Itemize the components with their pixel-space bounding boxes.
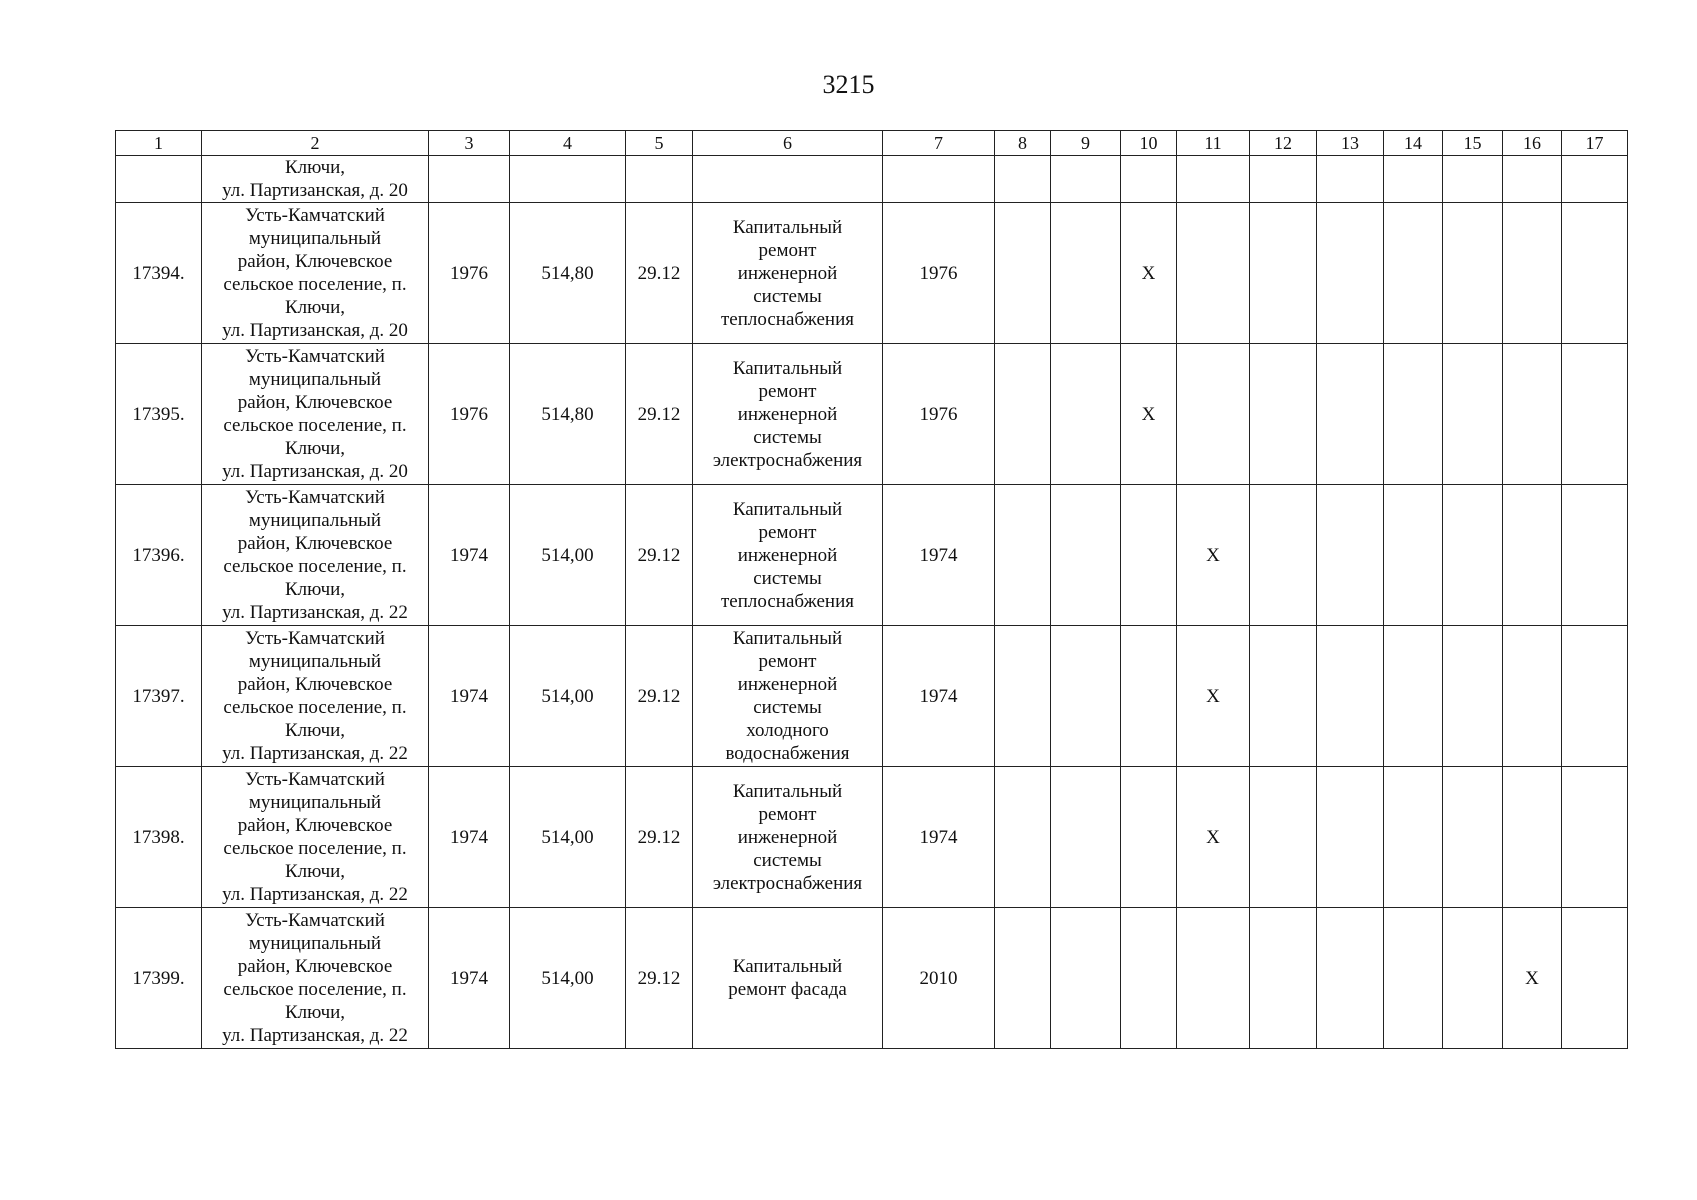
table-cell [1503, 626, 1562, 767]
table-cell [1562, 203, 1628, 344]
date-cell: 29.12 [626, 767, 693, 908]
table-cell [1503, 485, 1562, 626]
table-cell [1384, 156, 1443, 203]
work-line: ремонт [758, 803, 817, 825]
table-cell [1384, 344, 1443, 485]
work-line: ремонт фасада [728, 979, 847, 1000]
table-row [116, 908, 1628, 1049]
column-header: 5 [626, 131, 693, 156]
work-line: водоснабжения [725, 743, 850, 764]
date-cell: 29.12 [626, 908, 693, 1049]
work-type-cell [693, 203, 883, 344]
address-line: Усть-Камчатский [245, 910, 385, 931]
address-line: муниципальный [248, 510, 382, 531]
column-header: 14 [1384, 131, 1443, 156]
year-cell: 1974 [429, 908, 510, 1049]
table-cell [995, 767, 1051, 908]
address-cell [202, 203, 429, 344]
address-cell [202, 156, 429, 203]
table-cell [1443, 908, 1503, 1049]
work-line: ремонт [758, 521, 817, 543]
column-header: 4 [510, 131, 626, 156]
year-cell: 1974 [429, 767, 510, 908]
area-cell: 514,00 [510, 908, 626, 1049]
address-line: сельское поселение, п. [223, 274, 407, 295]
table-cell [1250, 344, 1317, 485]
table-cell [1051, 908, 1121, 1049]
work-line: Капитальный [732, 780, 843, 802]
table-cell [995, 908, 1051, 1049]
work-type-cell [693, 626, 883, 767]
year-cell: 1974 [883, 485, 995, 626]
work-line: Капитальный [732, 498, 843, 520]
table-cell [1051, 626, 1121, 767]
table-cell [995, 203, 1051, 344]
column-header: 2 [202, 131, 429, 156]
date-cell: 29.12 [626, 626, 693, 767]
column-header: 12 [1250, 131, 1317, 156]
year-cell: 1974 [883, 626, 995, 767]
table-cell [626, 156, 693, 203]
table-row [116, 203, 1628, 344]
table-cell [1443, 203, 1503, 344]
row-number: 17394. [116, 203, 202, 344]
row-number: 17395. [116, 344, 202, 485]
table-cell [1121, 767, 1177, 908]
work-line: ремонт [758, 380, 817, 402]
date-cell: 29.12 [626, 203, 693, 344]
column-header: 17 [1562, 131, 1628, 156]
column-header: 16 [1503, 131, 1562, 156]
row-number: 17398. [116, 767, 202, 908]
work-line: системы [753, 285, 822, 307]
area-cell: 514,80 [510, 203, 626, 344]
column-header: 9 [1051, 131, 1121, 156]
table-cell [1443, 626, 1503, 767]
area-cell: 514,00 [510, 485, 626, 626]
work-line: электроснабжения [712, 449, 863, 471]
address-line: Усть-Камчатский [245, 205, 385, 226]
work-line: инженерной [737, 544, 838, 566]
year-cell: 2010 [883, 908, 995, 1049]
table-cell [1317, 156, 1384, 203]
address-line: Ключи, [284, 861, 346, 882]
address-line: сельское поселение, п. [223, 697, 407, 718]
table-cell [1562, 344, 1628, 485]
header-row [116, 131, 1628, 156]
work-line: системы [753, 849, 822, 871]
year-cell: 1976 [429, 203, 510, 344]
table-cell [995, 485, 1051, 626]
table-cell [1121, 908, 1177, 1049]
work-line: холодного [746, 720, 829, 741]
table-cell [1051, 203, 1121, 344]
work-line: ремонт [758, 239, 817, 261]
column-header: 1 [116, 131, 202, 156]
mark-cell: X [1177, 485, 1250, 626]
column-header: 7 [883, 131, 995, 156]
year-cell: 1976 [429, 344, 510, 485]
year-cell: 1974 [883, 767, 995, 908]
mark-cell: X [1121, 344, 1177, 485]
table-cell [1051, 156, 1121, 203]
work-line: ремонт [758, 651, 817, 672]
table-cell [1051, 485, 1121, 626]
table-cell [995, 156, 1051, 203]
address-line: район, Ключевское [237, 674, 393, 695]
table-cell [510, 156, 626, 203]
work-line: электроснабжения [712, 872, 863, 894]
work-line: Капитальный [732, 357, 843, 379]
work-type-cell [693, 767, 883, 908]
address-line: район, Ключевское [237, 815, 393, 836]
column-header: 10 [1121, 131, 1177, 156]
table-cell [1562, 908, 1628, 1049]
address-line: Ключи, [284, 157, 346, 178]
address-line: муниципальный [248, 933, 382, 954]
work-line: системы [753, 426, 822, 448]
work-line: инженерной [737, 826, 838, 848]
address-line: ул. Партизанская, д. 22 [222, 1025, 408, 1046]
table-cell [1051, 767, 1121, 908]
row-number: 17399. [116, 908, 202, 1049]
column-header: 15 [1443, 131, 1503, 156]
table-cell [1443, 767, 1503, 908]
table-cell [1443, 156, 1503, 203]
table-cell [1121, 485, 1177, 626]
address-line: муниципальный [248, 228, 382, 249]
table-cell [1121, 156, 1177, 203]
address-line: район, Ключевское [237, 533, 393, 554]
table-cell [1177, 156, 1250, 203]
address-line: Усть-Камчатский [245, 628, 385, 649]
table-cell [1177, 344, 1250, 485]
year-cell: 1974 [429, 485, 510, 626]
work-line: системы [753, 567, 822, 589]
work-type-cell [693, 908, 883, 1049]
table-cell [1384, 626, 1443, 767]
work-line: инженерной [737, 403, 838, 425]
table-cell [1317, 344, 1384, 485]
date-cell: 29.12 [626, 485, 693, 626]
address-line: ул. Партизанская, д. 22 [222, 602, 408, 623]
address-line: район, Ключевское [237, 956, 393, 977]
table-cell [1562, 767, 1628, 908]
work-type-cell [693, 344, 883, 485]
work-line: Капитальный [732, 956, 843, 977]
address-line: муниципальный [248, 369, 382, 390]
table-cell [1562, 156, 1628, 203]
address-line: Ключи, [284, 579, 346, 600]
address-cell [202, 626, 429, 767]
work-line: теплоснабжения [721, 308, 854, 330]
address-line: Ключи, [284, 1002, 346, 1023]
table-cell [116, 156, 202, 203]
mark-cell: X [1503, 908, 1562, 1049]
mark-cell: X [1177, 767, 1250, 908]
table-row [116, 485, 1628, 626]
year-cell: 1976 [883, 344, 995, 485]
table-cell [1051, 344, 1121, 485]
data-table [115, 130, 1628, 1049]
address-line: ул. Партизанская, д. 20 [222, 180, 408, 201]
table-cell [1250, 156, 1317, 203]
row-number: 17397. [116, 626, 202, 767]
address-cell [202, 767, 429, 908]
address-line: район, Ключевское [237, 251, 393, 272]
table-cell [1250, 485, 1317, 626]
year-cell: 1976 [883, 203, 995, 344]
area-cell: 514,00 [510, 626, 626, 767]
table-cell [1177, 908, 1250, 1049]
table-cell [1317, 203, 1384, 344]
table-cell [883, 156, 995, 203]
table-cell [1177, 203, 1250, 344]
table-cell [1317, 485, 1384, 626]
column-header: 6 [693, 131, 883, 156]
table-row [116, 626, 1628, 767]
address-line: муниципальный [248, 792, 382, 813]
table-cell [1503, 344, 1562, 485]
address-cell [202, 908, 429, 1049]
table-cell [1250, 767, 1317, 908]
table-cell [1384, 203, 1443, 344]
date-cell: 29.12 [626, 344, 693, 485]
table-cell [1443, 344, 1503, 485]
table-cell [1384, 767, 1443, 908]
address-line: муниципальный [248, 651, 382, 672]
table-row [116, 344, 1628, 485]
table-cell [1250, 626, 1317, 767]
table-cell [995, 344, 1051, 485]
continuation-row [116, 156, 1628, 203]
page-number: 3215 [822, 70, 875, 99]
table-cell [1317, 626, 1384, 767]
address-line: сельское поселение, п. [223, 556, 407, 577]
work-line: инженерной [737, 262, 838, 284]
table-row [116, 767, 1628, 908]
mark-cell: X [1177, 626, 1250, 767]
table-cell [1317, 908, 1384, 1049]
address-line: Ключи, [284, 720, 346, 741]
row-number: 17396. [116, 485, 202, 626]
work-type-cell [693, 485, 883, 626]
table-cell [1250, 908, 1317, 1049]
work-line: инженерной [737, 674, 838, 695]
address-line: ул. Партизанская, д. 20 [222, 461, 408, 482]
address-line: Усть-Камчатский [245, 487, 385, 508]
table-cell [995, 626, 1051, 767]
work-line: теплоснабжения [721, 590, 854, 612]
area-cell: 514,00 [510, 767, 626, 908]
address-line: Усть-Камчатский [245, 769, 385, 790]
table-cell [1384, 908, 1443, 1049]
address-line: ул. Партизанская, д. 20 [222, 320, 408, 341]
work-line: системы [753, 697, 822, 718]
column-header: 13 [1317, 131, 1384, 156]
address-line: Ключи, [284, 438, 346, 459]
column-header: 11 [1177, 131, 1250, 156]
table-cell [1317, 767, 1384, 908]
address-line: район, Ключевское [237, 392, 393, 413]
table-cell [1503, 767, 1562, 908]
address-line: сельское поселение, п. [223, 838, 407, 859]
table-cell [1503, 203, 1562, 344]
year-cell: 1974 [429, 626, 510, 767]
address-line: ул. Партизанская, д. 22 [222, 884, 408, 905]
address-line: Ключи, [284, 297, 346, 318]
address-cell [202, 344, 429, 485]
address-line: сельское поселение, п. [223, 979, 407, 1000]
table-cell [693, 156, 883, 203]
table-cell [1562, 626, 1628, 767]
work-line: Капитальный [732, 628, 843, 649]
address-line: сельское поселение, п. [223, 415, 407, 436]
table-cell [429, 156, 510, 203]
address-cell [202, 485, 429, 626]
column-header: 3 [429, 131, 510, 156]
table-cell [1503, 156, 1562, 203]
column-header: 8 [995, 131, 1051, 156]
table-cell [1250, 203, 1317, 344]
table-cell [1121, 626, 1177, 767]
table-cell [1384, 485, 1443, 626]
table-cell [1443, 485, 1503, 626]
address-line: Усть-Камчатский [245, 346, 385, 367]
area-cell: 514,80 [510, 344, 626, 485]
address-line: ул. Партизанская, д. 22 [222, 743, 408, 764]
table-cell [1562, 485, 1628, 626]
work-line: Капитальный [732, 216, 843, 238]
mark-cell: X [1121, 203, 1177, 344]
